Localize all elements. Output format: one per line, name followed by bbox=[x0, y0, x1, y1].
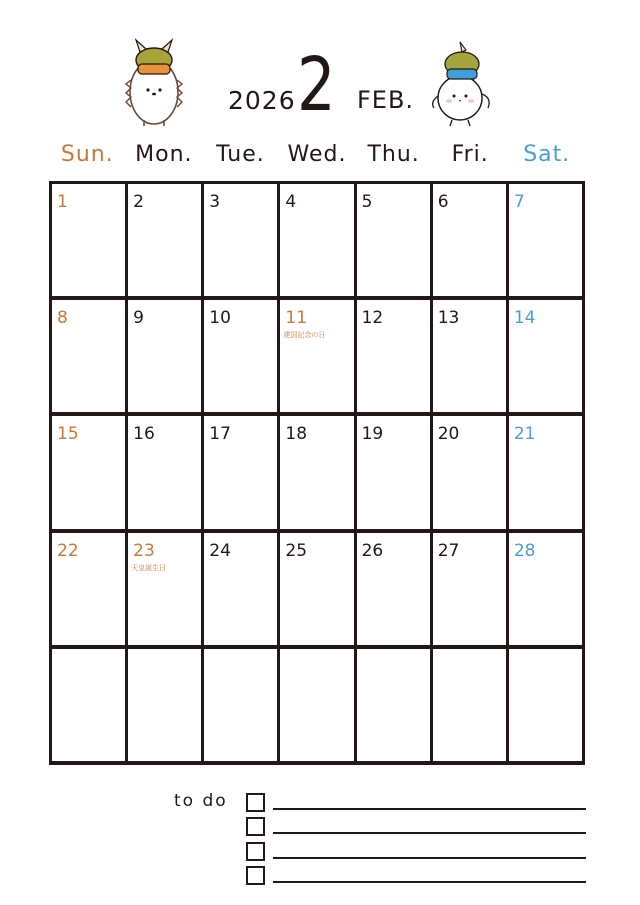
day-number: 3 bbox=[209, 192, 221, 212]
day-cell[interactable] bbox=[128, 300, 204, 416]
todo-checkbox[interactable] bbox=[246, 793, 265, 812]
day-cell[interactable] bbox=[509, 416, 585, 532]
day-cell[interactable] bbox=[52, 300, 128, 416]
day-cell[interactable] bbox=[52, 416, 128, 532]
day-number: 15 bbox=[57, 424, 79, 445]
day-cell[interactable] bbox=[128, 416, 204, 532]
calendar-header bbox=[0, 0, 640, 140]
day-number: 18 bbox=[285, 424, 308, 445]
day-number: 24 bbox=[209, 540, 231, 561]
weekday-saturday: Sat. bbox=[523, 142, 571, 167]
day-number: 23 bbox=[133, 540, 155, 561]
day-cell[interactable] bbox=[509, 533, 585, 649]
day-cell[interactable] bbox=[280, 300, 356, 416]
day-cell[interactable] bbox=[280, 649, 356, 765]
day-number: 21 bbox=[513, 424, 536, 445]
day-cell[interactable] bbox=[509, 184, 585, 300]
day-cell[interactable] bbox=[509, 649, 585, 765]
day-number: 7 bbox=[513, 192, 525, 212]
day-cell[interactable] bbox=[433, 184, 509, 300]
day-number: 14 bbox=[513, 308, 536, 329]
day-number: 6 bbox=[437, 192, 449, 212]
day-number: 26 bbox=[361, 540, 384, 561]
day-cell[interactable] bbox=[280, 416, 356, 532]
weekday-tuesday: Tue. bbox=[216, 142, 265, 167]
day-cell[interactable] bbox=[433, 300, 509, 416]
todo-item[interactable] bbox=[246, 793, 588, 813]
day-number: 27 bbox=[437, 540, 460, 561]
bird-oni-mask-icon bbox=[428, 38, 496, 128]
weekday-wednesday: Wed. bbox=[287, 142, 347, 167]
day-number: 17 bbox=[209, 424, 231, 445]
day-cell[interactable] bbox=[52, 184, 128, 300]
todo-checkbox[interactable] bbox=[246, 866, 265, 885]
day-cell[interactable] bbox=[357, 416, 433, 532]
day-cell[interactable] bbox=[433, 416, 509, 532]
month-name: FEB. bbox=[357, 86, 415, 114]
weekday-header-row bbox=[49, 142, 585, 176]
todo-checkbox[interactable] bbox=[246, 842, 265, 861]
day-number: 19 bbox=[361, 424, 384, 445]
day-cell[interactable] bbox=[52, 649, 128, 765]
day-number: 8 bbox=[57, 308, 68, 329]
day-number: 22 bbox=[57, 540, 79, 561]
todo-write-line[interactable] bbox=[273, 808, 586, 810]
day-cell[interactable] bbox=[204, 184, 280, 300]
day-cell[interactable] bbox=[433, 649, 509, 765]
day-number: 20 bbox=[437, 424, 460, 445]
todo-write-line[interactable] bbox=[273, 857, 586, 859]
day-cell[interactable] bbox=[128, 649, 204, 765]
day-number: 1 bbox=[57, 192, 68, 212]
day-number: 28 bbox=[513, 540, 536, 561]
day-number: 12 bbox=[361, 308, 384, 329]
todo-section bbox=[0, 785, 640, 895]
day-number: 9 bbox=[133, 308, 144, 329]
day-cell[interactable] bbox=[52, 533, 128, 649]
todo-write-line[interactable] bbox=[273, 881, 586, 883]
year-label: 2026 bbox=[228, 86, 296, 115]
day-cell[interactable] bbox=[204, 300, 280, 416]
todo-write-line[interactable] bbox=[273, 832, 586, 834]
day-number: 5 bbox=[361, 192, 373, 212]
hedgehog-oni-mask-icon bbox=[122, 30, 186, 128]
holiday-label: 天皇誕生日 bbox=[131, 563, 167, 572]
day-cell[interactable] bbox=[357, 184, 433, 300]
day-number: 11 bbox=[285, 308, 308, 329]
todo-checkbox[interactable] bbox=[246, 817, 265, 836]
day-cell[interactable] bbox=[204, 649, 280, 765]
day-cell[interactable] bbox=[204, 533, 280, 649]
day-number: 16 bbox=[133, 424, 155, 445]
weekday-sunday: Sun. bbox=[60, 142, 114, 167]
day-cell[interactable] bbox=[357, 649, 433, 765]
weekday-friday: Fri. bbox=[451, 142, 489, 167]
calendar-grid bbox=[49, 181, 585, 765]
day-cell[interactable] bbox=[357, 533, 433, 649]
day-cell[interactable] bbox=[509, 300, 585, 416]
day-cell[interactable] bbox=[280, 184, 356, 300]
day-cell[interactable] bbox=[204, 416, 280, 532]
day-cell[interactable] bbox=[280, 533, 356, 649]
day-number: 13 bbox=[437, 308, 460, 329]
todo-label: to do bbox=[174, 791, 228, 811]
day-cell[interactable] bbox=[433, 533, 509, 649]
day-number: 25 bbox=[285, 540, 308, 561]
day-number: 10 bbox=[209, 308, 231, 329]
day-number: 4 bbox=[285, 192, 297, 212]
day-cell[interactable] bbox=[357, 300, 433, 416]
day-number: 2 bbox=[133, 192, 144, 212]
holiday-label: 建国記念の日 bbox=[283, 331, 326, 340]
day-cell[interactable] bbox=[128, 533, 204, 649]
todo-item[interactable] bbox=[246, 842, 588, 862]
day-cell[interactable] bbox=[128, 184, 204, 300]
weekday-thursday: Thu. bbox=[367, 142, 420, 167]
month-number: 2 bbox=[297, 42, 336, 128]
weekday-monday: Mon. bbox=[135, 142, 193, 167]
todo-item[interactable] bbox=[246, 817, 588, 837]
todo-item[interactable] bbox=[246, 866, 588, 886]
